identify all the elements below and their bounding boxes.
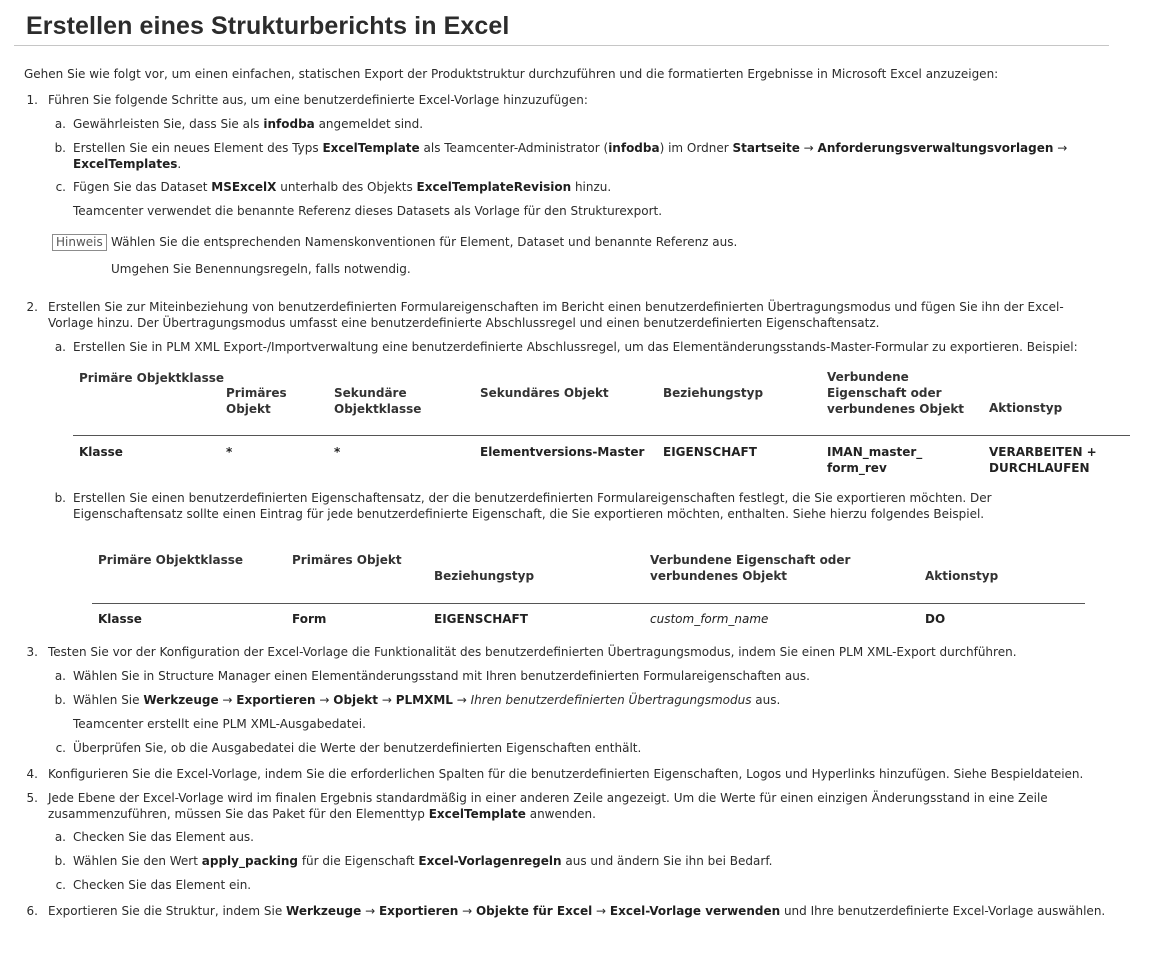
t1-header-primary-class: Primäre Objektklasse bbox=[79, 371, 225, 385]
step-1b-marker: b. bbox=[54, 141, 66, 155]
step-1-number: 1. bbox=[26, 93, 38, 107]
t2-header-rule bbox=[92, 603, 1085, 604]
step-3c-marker: c. bbox=[55, 741, 66, 755]
step-2a-marker: a. bbox=[54, 340, 66, 354]
t2-header-relation-type: Beziehungstyp bbox=[434, 569, 535, 583]
step-1b-text: Erstellen Sie ein neues Element des Typs ExcelTemplate als Teamcenter-Administrator (infodba) im Ordner Startseite → Anforderungsverwaltungsvorlagen → bbox=[73, 141, 1068, 155]
page-title: Erstellen eines Strukturberichts in Excel bbox=[26, 12, 510, 40]
t1-header-primary-object: Primäres Objekt bbox=[226, 386, 287, 416]
step-1-text: Führen Sie folgende Schritte aus, um eine benutzerdefinierte Excel-Vorlage hinzuzufügen: bbox=[48, 93, 588, 107]
step-2a-text: Erstellen Sie in PLM XML Export-/Importverwaltung eine benutzerdefinierte Abschlussregel, um das Elementänderungsstands-Master-Formular zu exportieren. Beispiel: bbox=[73, 340, 1078, 354]
t2-header-related-property: Verbundene Eigenschaft oder verbundenes Objekt bbox=[650, 553, 851, 583]
t2-cell-class: Klasse bbox=[98, 612, 142, 626]
t1-header-secondary-object: Sekundäres Objekt bbox=[480, 386, 609, 400]
note-label: Hinweis bbox=[52, 234, 107, 251]
step-2b-text-line2: Eigenschaftensatz sollte einen Eintrag für jede benutzerdefinierte Eigenschaft, die Sie exportieren möchten, enthalten. Siehe hierzu folgendes Beispiel. bbox=[73, 507, 985, 521]
step-6-text: Exportieren Sie die Struktur, indem Sie Werkzeuge → Exportieren → Objekte für Excel → Excel-Vorlage verwenden und Ihre benutzerdefinierte Excel-Vorlage auswählen. bbox=[48, 904, 1106, 918]
step-3-text: Testen Sie vor der Konfiguration der Excel-Vorlage die Funktionalität des benutzerdefinierten Übertragungsmodus, indem Sie einen PLM XML-Export durchführen. bbox=[48, 645, 1017, 659]
step-3c-text: Überprüfen Sie, ob die Ausgabedatei die Werte der benutzerdefinierten Eigenschaften enthält. bbox=[73, 741, 642, 755]
t2-cell-related-property: custom_form_name bbox=[650, 612, 769, 626]
t1-header-related-property: Verbundene Eigenschaft oder verbundenes Objekt bbox=[827, 370, 965, 416]
step-1c-followup: Teamcenter verwendet die benannte Referenz dieses Datasets als Vorlage für den Strukturexport. bbox=[73, 204, 663, 218]
step-5c-marker: c. bbox=[55, 878, 66, 892]
step-5c-text: Checken Sie das Element ein. bbox=[73, 878, 252, 892]
step-2-text-line2: Vorlage hinzu. Der Übertragungsmodus umfasst eine benutzerdefinierte Abschlussregel und einen benutzerdefinierten Eigenschaftensatz. bbox=[48, 316, 880, 330]
step-5-text-line2: zusammenzuführen, müssen Sie das Paket für den Elementtyp ExcelTemplate anwenden. bbox=[48, 807, 596, 821]
t1-cell-primary-object: * bbox=[226, 445, 233, 459]
t2-header-action-type: Aktionstyp bbox=[925, 569, 999, 583]
title-divider bbox=[14, 45, 1109, 46]
step-1b-text-line2: ExcelTemplates. bbox=[73, 157, 182, 171]
t1-header-relation-type: Beziehungstyp bbox=[663, 386, 764, 400]
t1-cell-secondary-class: * bbox=[334, 445, 341, 459]
step-3a-text: Wählen Sie in Structure Manager einen Elementänderungsstand mit Ihren benutzerdefinierten Formulareigenschaften aus. bbox=[73, 669, 810, 683]
step-5b-marker: b. bbox=[54, 854, 66, 868]
step-5a-text: Checken Sie das Element aus. bbox=[73, 830, 254, 844]
t2-cell-action-type: DO bbox=[925, 612, 946, 626]
t1-cell-relation-type: EIGENSCHAFT bbox=[663, 445, 757, 459]
t2-header-primary-class: Primäre Objektklasse bbox=[98, 553, 244, 567]
t1-header-secondary-class: Sekundäre Objektklasse bbox=[334, 386, 422, 416]
step-5-text-line1: Jede Ebene der Excel-Vorlage wird im finalen Ergebnis standardmäßig in einer anderen Zeile angezeigt. Um die Werte für einen einzigen Änderungsstand in eine Zeile bbox=[48, 791, 1048, 805]
step-1a-text: Gewährleisten Sie, dass Sie als infodba angemeldet sind. bbox=[73, 117, 424, 131]
t1-header-rule bbox=[73, 435, 1130, 436]
t1-cell-secondary-object: Elementversions-Master bbox=[480, 445, 645, 459]
t1-cell-action-type: VERARBEITEN + DURCHLAUFEN bbox=[989, 445, 1097, 475]
step-3b-text: Wählen Sie Werkzeuge → Exportieren → Objekt → PLMXML → Ihren benutzerdefinierten Übertragungsmodus aus. bbox=[73, 693, 781, 707]
step-2b-text-line1: Erstellen Sie einen benutzerdefinierten Eigenschaftensatz, der die benutzerdefinierten Formulareigenschaften festlegt, die Sie exportieren möchten. Der bbox=[73, 491, 992, 505]
note-line-1: Wählen Sie die entsprechenden Namenskonventionen für Element, Dataset und benannte Referenz aus. bbox=[111, 235, 738, 249]
step-1c-text: Fügen Sie das Dataset MSExcelX unterhalb des Objekts ExcelTemplateRevision hinzu. bbox=[73, 180, 612, 194]
step-2b-marker: b. bbox=[54, 491, 66, 505]
step-2-text-line1: Erstellen Sie zur Miteinbeziehung von benutzerdefinierten Formulareigenschaften im Bericht einen benutzerdefinierten Übertragungsmodus und fügen Sie ihn der Excel- bbox=[48, 300, 1064, 314]
step-1c-marker: c. bbox=[55, 180, 66, 194]
t2-cell-primary-object: Form bbox=[292, 612, 327, 626]
step-5-number: 5. bbox=[26, 791, 38, 805]
intro-text: Gehen Sie wie folgt vor, um einen einfachen, statischen Export der Produktstruktur durchzuführen und die formatierten Ergebnisse in Microsoft Excel anzuzeigen: bbox=[24, 67, 999, 81]
t2-cell-relation-type: EIGENSCHAFT bbox=[434, 612, 528, 626]
step-4-text: Konfigurieren Sie die Excel-Vorlage, indem Sie die erforderlichen Spalten für die benutzerdefinierten Eigenschaften, Logos und Hyperlinks hinzufügen. Siehe Bespieldateien. bbox=[48, 767, 1084, 781]
step-5a-marker: a. bbox=[54, 830, 66, 844]
step-2-number: 2. bbox=[26, 300, 38, 314]
t1-header-action-type: Aktionstyp bbox=[989, 401, 1063, 415]
step-3b-followup: Teamcenter erstellt eine PLM XML-Ausgabedatei. bbox=[73, 717, 366, 731]
step-1a-marker: a. bbox=[54, 117, 66, 131]
step-6-number: 6. bbox=[26, 904, 38, 918]
t2-header-primary-object: Primäres Objekt bbox=[292, 553, 402, 567]
step-3b-marker: b. bbox=[54, 693, 66, 707]
t1-cell-class: Klasse bbox=[79, 445, 123, 459]
note-line-2: Umgehen Sie Benennungsregeln, falls notwendig. bbox=[111, 262, 411, 276]
step-3-number: 3. bbox=[26, 645, 38, 659]
step-3a-marker: a. bbox=[54, 669, 66, 683]
step-4-number: 4. bbox=[26, 767, 38, 781]
t1-cell-related-property: IMAN_master_ form_rev bbox=[827, 445, 923, 475]
step-5b-text: Wählen Sie den Wert apply_packing für die Eigenschaft Excel-Vorlagenregeln aus und ändern Sie ihn bei Bedarf. bbox=[73, 854, 773, 868]
